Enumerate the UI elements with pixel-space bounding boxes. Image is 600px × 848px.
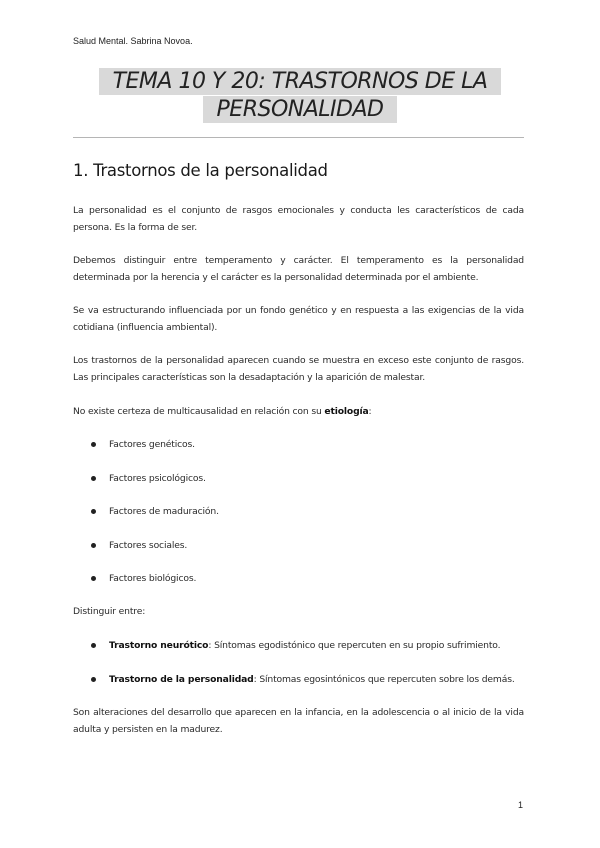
paragraph: Son alteraciones del desarrollo que aparecen en la infancia, en la adolescencia o al inicio de la vida adulta y persisten en la madurez. bbox=[73, 707, 524, 735]
paragraph: La personalidad es el conjunto de rasgos emocionales y conducta les característicos de cada persona. Es la forma de ser. bbox=[73, 205, 524, 233]
paragraph: Debemos distinguir entre temperamento y carácter. El temperamento es la personalidad determinada por la herencia y el carácter es la personalidad determinada por el ambiente. bbox=[73, 255, 524, 283]
bullet-icon bbox=[91, 576, 96, 581]
page-header: Salud Mental. Sabrina Novoa. bbox=[73, 36, 193, 46]
bullet-icon bbox=[91, 677, 96, 682]
paragraph: Los trastornos de la personalidad aparecen cuando se muestra en exceso este conjunto de rasgos. Las principales características son la desadaptación y la aparición de malestar. bbox=[73, 355, 524, 383]
paragraph-etiology bbox=[73, 403, 524, 420]
bullet-icon bbox=[91, 442, 96, 447]
bullet-icon bbox=[91, 509, 96, 514]
title-line-2: PERSONALIDAD bbox=[203, 96, 398, 123]
bold-term: Trastorno neurótico bbox=[109, 640, 209, 651]
text-span: : Síntomas egosintónicos que repercuten sobre los demás. bbox=[253, 674, 515, 685]
paragraph: Distinguir entre: bbox=[73, 606, 146, 617]
section-heading: 1. Trastornos de la personalidad bbox=[73, 161, 328, 180]
list-item-text: Factores psicológicos. bbox=[109, 473, 206, 484]
text-span: No existe certeza de multicausalidad en relación con su bbox=[73, 406, 325, 417]
text-span: : Síntomas egodistónico que repercuten en su propio sufrimiento. bbox=[208, 640, 501, 651]
bullet-icon bbox=[91, 643, 96, 648]
list-item-text: Factores de maduración. bbox=[109, 506, 219, 517]
title-line-1: TEMA 10 Y 20: TRASTORNOS DE LA bbox=[99, 68, 502, 95]
bold-term: Trastorno de la personalidad bbox=[109, 674, 254, 685]
bullet-icon bbox=[91, 543, 96, 548]
list-item-text bbox=[109, 637, 500, 654]
list-item-text: Factores sociales. bbox=[109, 540, 188, 551]
title-divider bbox=[73, 137, 524, 138]
list-item-text bbox=[109, 671, 515, 688]
page-number: 1 bbox=[518, 800, 524, 810]
bullet-icon bbox=[91, 476, 96, 481]
document-title bbox=[0, 68, 600, 123]
bold-term: etiología bbox=[324, 406, 369, 417]
list-item-text: Factores genéticos. bbox=[109, 439, 195, 450]
text-span: : bbox=[368, 406, 372, 417]
list-item-text: Factores biológicos. bbox=[109, 573, 197, 584]
paragraph: Se va estructurando influenciada por un fondo genético y en respuesta a las exigencias de la vida cotidiana (influencia ambiental). bbox=[73, 305, 524, 333]
